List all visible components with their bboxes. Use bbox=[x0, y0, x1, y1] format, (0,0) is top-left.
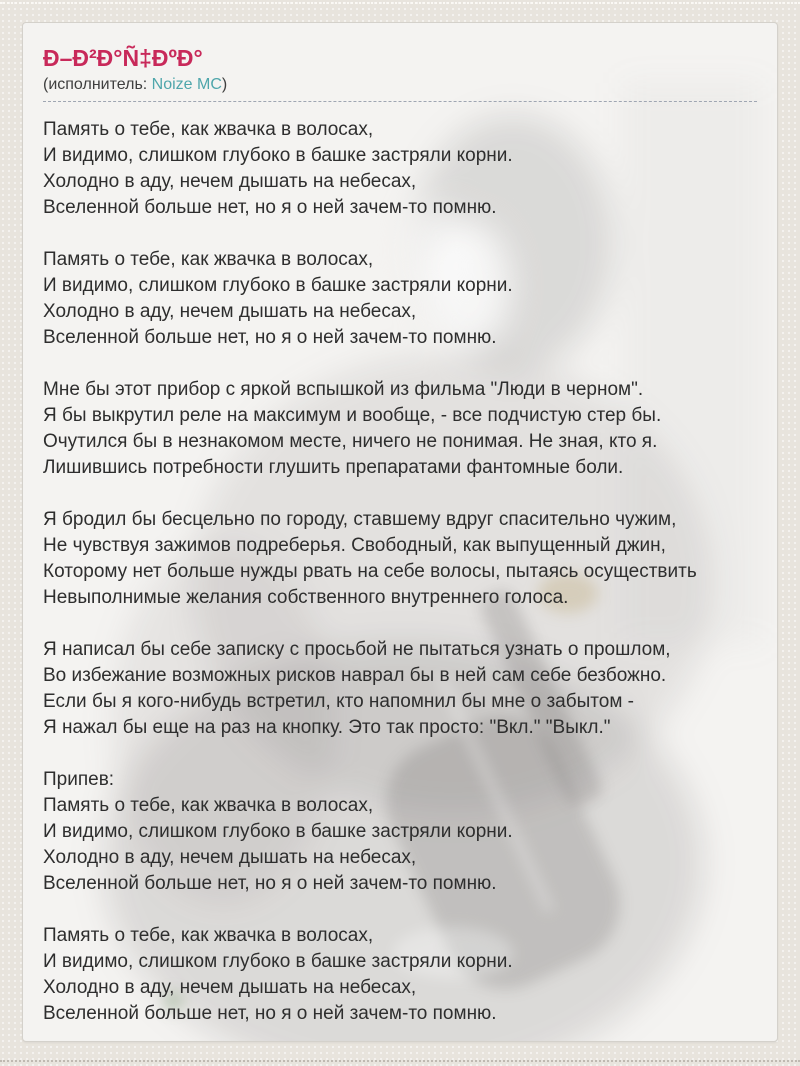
artist-line bbox=[43, 76, 757, 102]
lyrics-line: Холодно в аду, нечем дышать на небесах, bbox=[43, 847, 417, 869]
lyrics-line: Не чувствуя зажимов подреберья. Свободный, как выпущенный джин, bbox=[43, 535, 666, 557]
lyrics-line: Я нажал бы еще на раз на кнопку. Это так просто: "Вкл." "Выкл." bbox=[43, 717, 611, 739]
lyrics-line: Вселенной больше нет, но я о ней зачем-то помню. bbox=[43, 1003, 497, 1025]
lyrics-line: Я написал бы себе записку с просьбой не пытаться узнать о прошлом, bbox=[43, 639, 671, 661]
artist-label-suffix: ) bbox=[221, 76, 228, 94]
lyrics-line: Вселенной больше нет, но я о ней зачем-то помню. bbox=[43, 873, 497, 895]
stanza bbox=[43, 377, 757, 481]
artist-link[interactable]: Noize MC bbox=[151, 76, 222, 94]
artist-label-prefix: (исполнитель: bbox=[43, 76, 152, 94]
stanza bbox=[43, 507, 757, 611]
lyrics-line: Вселенной больше нет, но я о ней зачем-то помню. bbox=[43, 327, 497, 349]
lyrics-line: Которому нет больше нужды рвать на себе волосы, пытаясь осуществить bbox=[43, 561, 697, 583]
lyrics-line: Память о тебе, как жвачка в волосах, bbox=[43, 925, 374, 947]
lyrics-line: Память о тебе, как жвачка в волосах, bbox=[43, 249, 374, 271]
lyrics-line: Холодно в аду, нечем дышать на небесах, bbox=[43, 171, 417, 193]
lyrics-line: Я бы выкрутил реле на максимум и вообще, - все подчистую стер бы. bbox=[43, 405, 662, 427]
lyrics-card bbox=[22, 22, 778, 1042]
lyrics-line: И видимо, слишком глубоко в башке застряли корни. bbox=[43, 951, 513, 973]
lyrics-line: Холодно в аду, нечем дышать на небесах, bbox=[43, 977, 417, 999]
lyrics-line: Во избежание возможных рисков наврал бы в ней сам себе безбожно. bbox=[43, 665, 667, 687]
lyrics-line: Припев: bbox=[43, 769, 115, 791]
lyrics-line: Невыполнимые желания собственного внутреннего голоса. bbox=[43, 587, 569, 609]
lyrics-line: Я бродил бы бесцельно по городу, ставшему вдруг спасительно чужим, bbox=[43, 509, 677, 531]
lyrics-line: Память о тебе, как жвачка в волосах, bbox=[43, 119, 374, 141]
card-content bbox=[23, 23, 777, 1042]
stanza bbox=[43, 923, 757, 1027]
lyrics-line: И видимо, слишком глубоко в башке застряли корни. bbox=[43, 145, 513, 167]
stanza bbox=[43, 247, 757, 351]
stanza bbox=[43, 637, 757, 741]
lyrics-line: Если бы я кого-нибудь встретил, кто напомнил бы мне о забытом - bbox=[43, 691, 634, 713]
stanza bbox=[43, 767, 757, 897]
lyrics bbox=[43, 117, 757, 1027]
stanza bbox=[43, 117, 757, 221]
page-title: Ð–Ð²Ð°Ñ‡ÐºÐ° bbox=[43, 45, 203, 71]
lyrics-line: Лишившись потребности глушить препаратами фантомные боли. bbox=[43, 457, 624, 479]
lyrics-line: И видимо, слишком глубоко в башке застряли корни. bbox=[43, 275, 513, 297]
lyrics-line: Холодно в аду, нечем дышать на небесах, bbox=[43, 301, 417, 323]
lyrics-line: Память о тебе, как жвачка в волосах, bbox=[43, 795, 374, 817]
lyrics-line: Вселенной больше нет, но я о ней зачем-то помню. bbox=[43, 197, 497, 219]
lyrics-line: Очутился бы в незнакомом месте, ничего не понимая. Не зная, кто я. bbox=[43, 431, 658, 453]
lyrics-line: Мне бы этот прибор с яркой вспышкой из фильма "Люди в черном". bbox=[43, 379, 644, 401]
lyrics-line: И видимо, слишком глубоко в башке застряли корни. bbox=[43, 821, 513, 843]
